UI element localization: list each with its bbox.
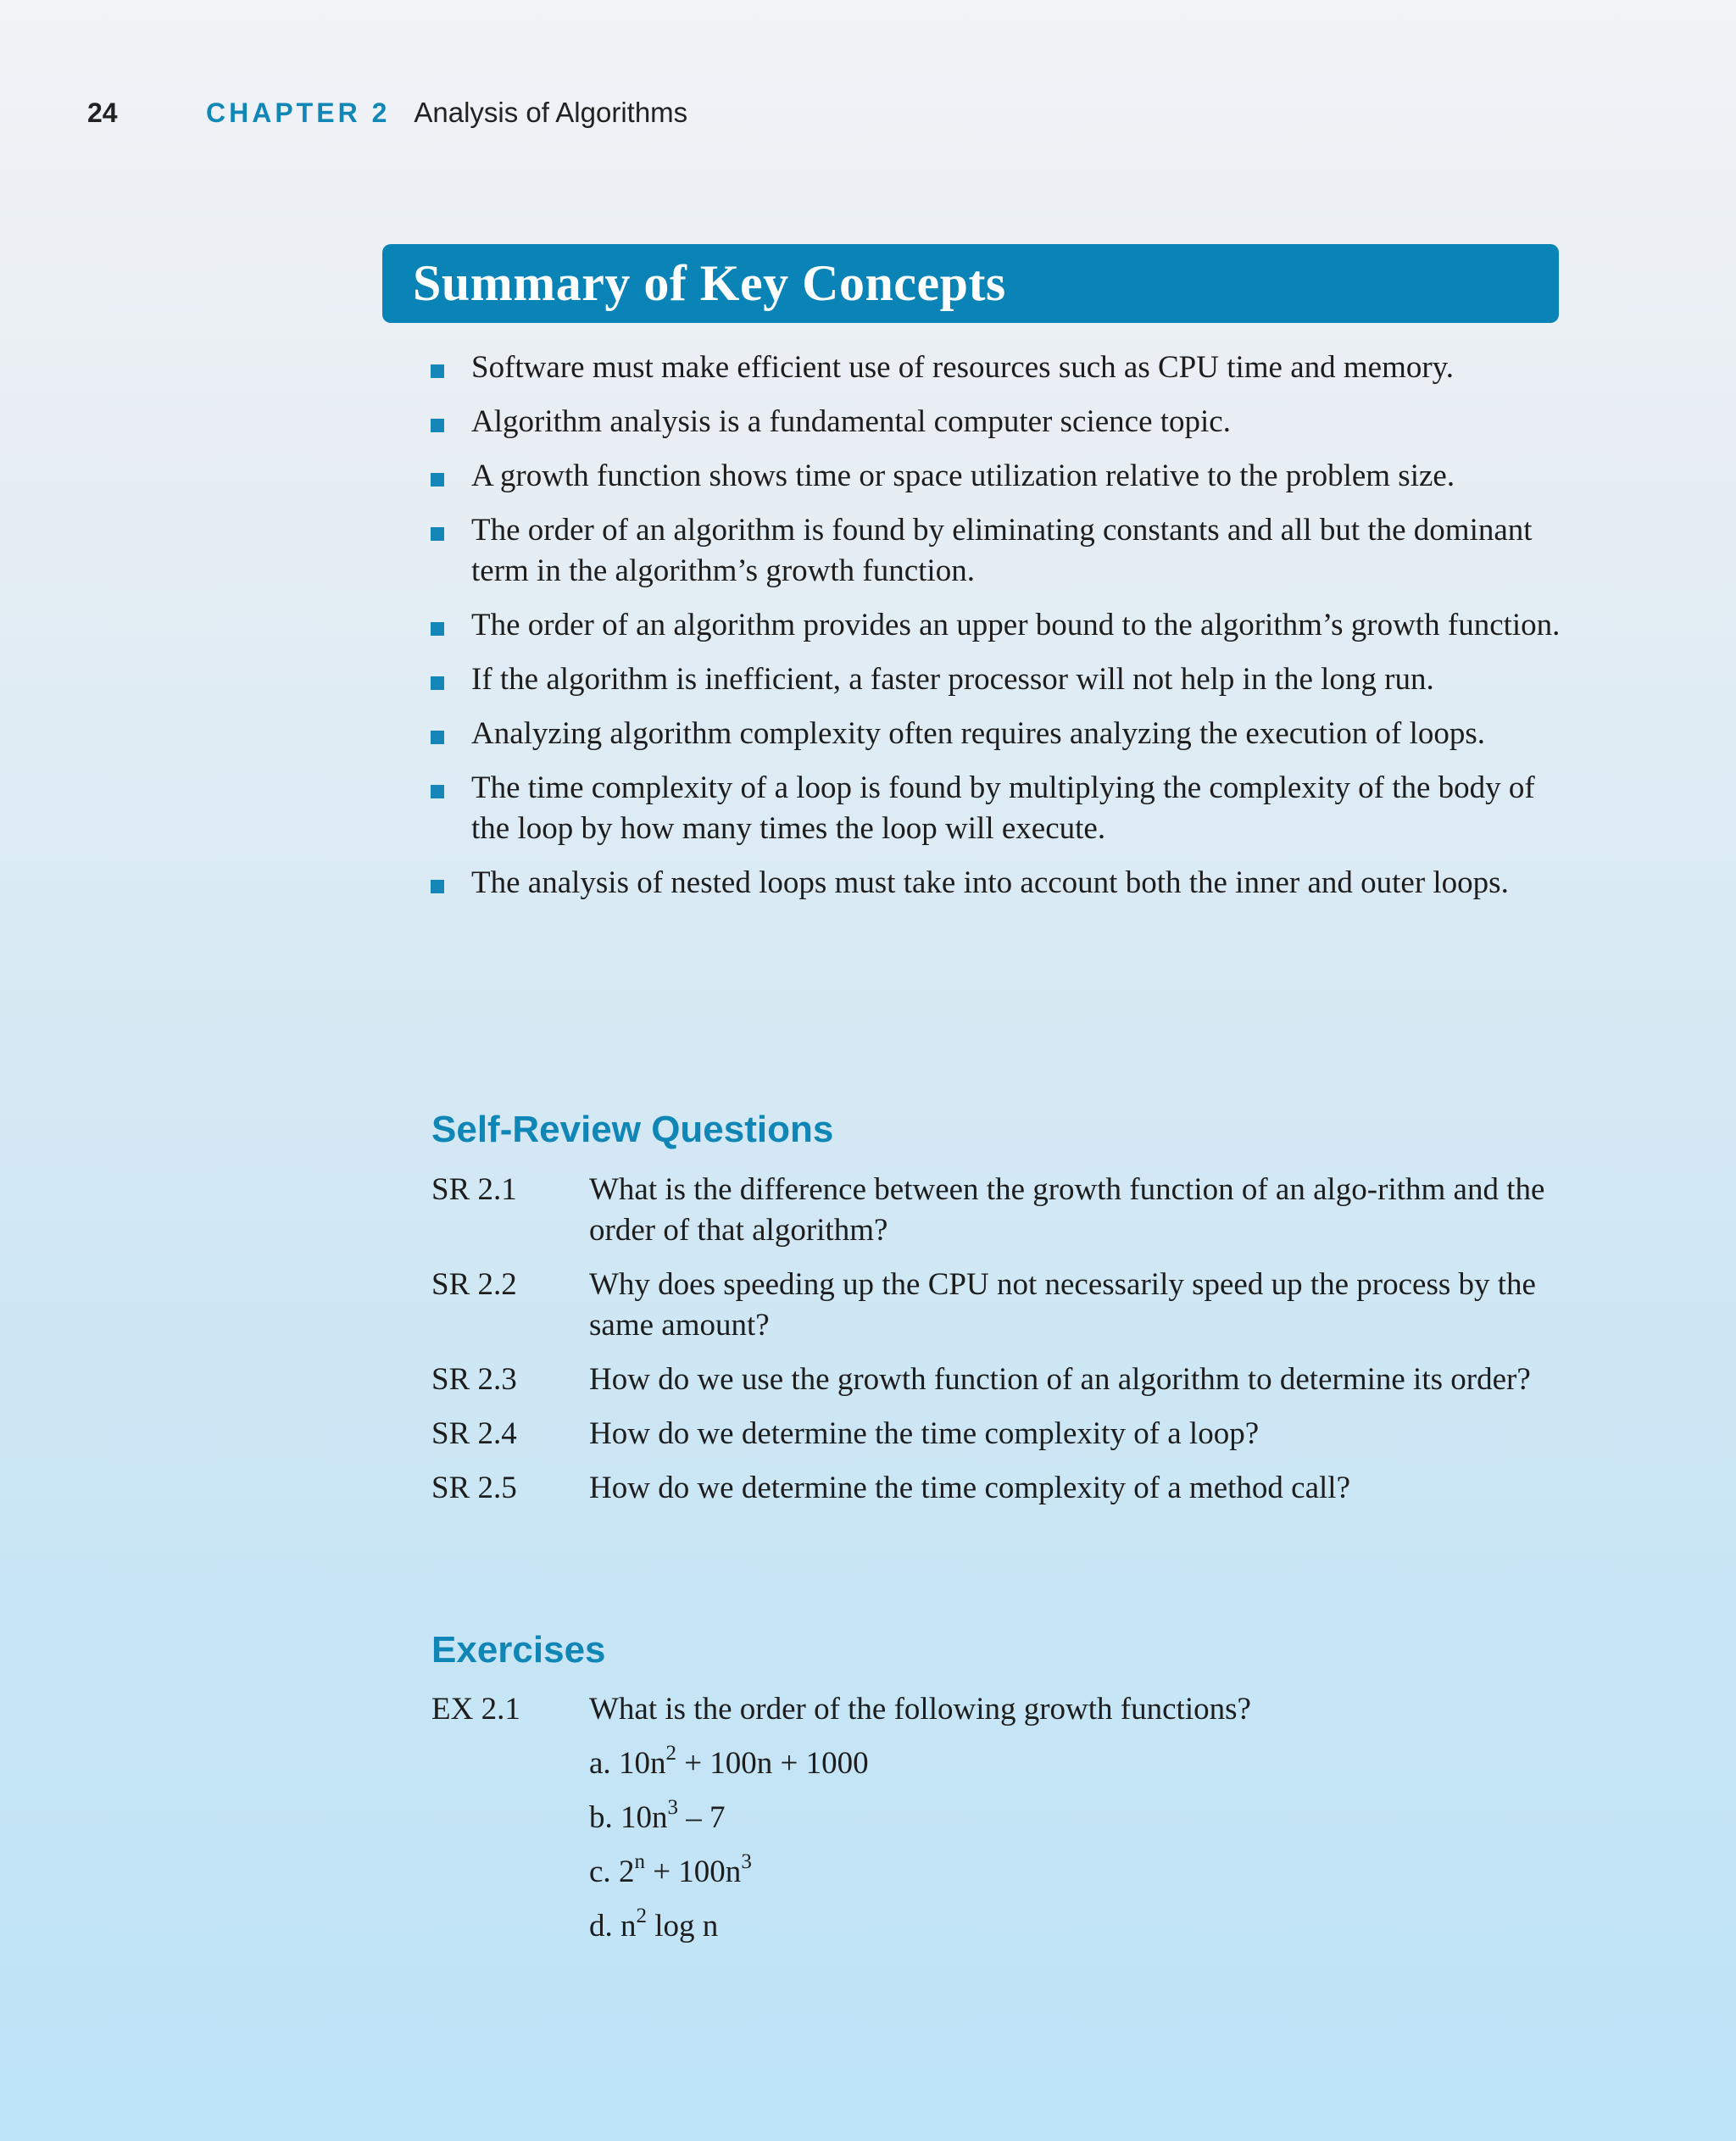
concept-text: The order of an algorithm is found by eliminating constants and all but the dominant term in the algorithm’s growth function. [471, 513, 1533, 588]
subitem-rest: + 100n + 1000 [676, 1746, 869, 1781]
summary-banner [382, 244, 1559, 323]
subitem-base: 10n [620, 1800, 668, 1835]
self-review-question [431, 1170, 1567, 1251]
concept-item [431, 659, 1566, 700]
concept-item [431, 863, 1566, 904]
concept-text: Analyzing algorithm complexity often requires analyzing the execution of loops. [471, 716, 1485, 751]
subitem-label: d. [589, 1909, 613, 1944]
question-number: SR 2.4 [431, 1416, 517, 1451]
concept-text: The analysis of nested loops must take into account both the inner and outer loops. [471, 865, 1509, 900]
square-bullet-icon [431, 419, 444, 432]
concept-text: The time complexity of a loop is found by multiplying the complexity of the body of the loop by how many times the loop will execute. [471, 770, 1535, 846]
concept-text: The order of an algorithm provides an upper bound to the algorithm’s growth function. [471, 608, 1561, 642]
subitem-base: n [620, 1909, 637, 1944]
question-number: SR 2.5 [431, 1471, 517, 1505]
subitem-exponent: n [634, 1850, 645, 1873]
subitem-label: c. [589, 1855, 611, 1889]
subitem-exponent-2: 3 [741, 1850, 752, 1873]
self-review-heading: Self-Review Questions [431, 1109, 834, 1150]
concept-text: Software must make efficient use of resources such as CPU time and memory. [471, 350, 1455, 385]
concept-item [431, 456, 1566, 497]
concept-item [431, 402, 1566, 442]
question-text: What is the difference between the growth function of an algo-rithm and the order of that algorithm? [589, 1172, 1545, 1248]
square-bullet-icon [431, 731, 444, 744]
concept-text: Algorithm analysis is a fundamental computer science topic. [471, 404, 1231, 439]
subitem-base: 10n [618, 1746, 666, 1781]
exercise-subitems [589, 1743, 1352, 1960]
subitem-exponent: 2 [636, 1905, 647, 1927]
concept-text: If the algorithm is inefficient, a faster processor will not help in the long run. [471, 662, 1434, 697]
square-bullet-icon [431, 527, 444, 541]
exercise-item [431, 1689, 1567, 1730]
square-bullet-icon [431, 785, 444, 798]
concept-item [431, 605, 1566, 646]
subitem-rest: log n [647, 1909, 719, 1944]
concept-item [431, 348, 1566, 388]
subitem-base: 2 [618, 1855, 635, 1889]
subitem-rest: + 100n [644, 1855, 742, 1889]
exercise-subitem [589, 1906, 1352, 1947]
subitem-exponent: 3 [667, 1796, 678, 1819]
running-head [87, 92, 687, 134]
exercise-subitem [589, 1798, 1352, 1838]
self-review-question [431, 1414, 1567, 1454]
subitem-label: b. [589, 1800, 613, 1835]
question-text: How do we use the growth function of an algorithm to determine its order? [589, 1362, 1531, 1397]
question-number: SR 2.2 [431, 1267, 517, 1302]
exercises-heading: Exercises [431, 1629, 606, 1671]
summary-title: Summary of Key Concepts [413, 255, 1006, 311]
subitem-label: a. [589, 1746, 611, 1781]
self-review-question [431, 1265, 1567, 1346]
concept-item [431, 714, 1566, 754]
square-bullet-icon [431, 880, 444, 893]
exercise-subitem [589, 1852, 1352, 1893]
page-number: 24 [87, 97, 118, 128]
square-bullet-icon [431, 676, 444, 690]
square-bullet-icon [431, 364, 444, 378]
question-text: Why does speeding up the CPU not necessarily speed up the process by the same amount? [589, 1267, 1536, 1343]
exercise-text: What is the order of the following growth functions? [589, 1692, 1251, 1727]
concept-item [431, 768, 1566, 849]
question-number: SR 2.1 [431, 1172, 517, 1207]
concept-item [431, 510, 1566, 592]
concept-text: A growth function shows time or space utilization relative to the problem size. [471, 459, 1455, 493]
square-bullet-icon [431, 622, 444, 636]
question-number: SR 2.3 [431, 1362, 517, 1397]
chapter-title: Analysis of Algorithms [414, 97, 688, 128]
chapter-label: CHAPTER 2 [206, 97, 391, 128]
key-concepts-list [431, 348, 1566, 917]
question-text: How do we determine the time complexity of a method call? [589, 1471, 1350, 1505]
exercises-list [431, 1689, 1567, 1743]
self-review-question [431, 1468, 1567, 1509]
question-text: How do we determine the time complexity of a loop? [589, 1416, 1260, 1451]
self-review-list [431, 1170, 1567, 1522]
exercise-subitem [589, 1743, 1352, 1784]
self-review-question [431, 1360, 1567, 1400]
subitem-rest: – 7 [678, 1800, 726, 1835]
exercise-number: EX 2.1 [431, 1692, 520, 1727]
subitem-exponent: 2 [665, 1742, 676, 1765]
square-bullet-icon [431, 473, 444, 487]
